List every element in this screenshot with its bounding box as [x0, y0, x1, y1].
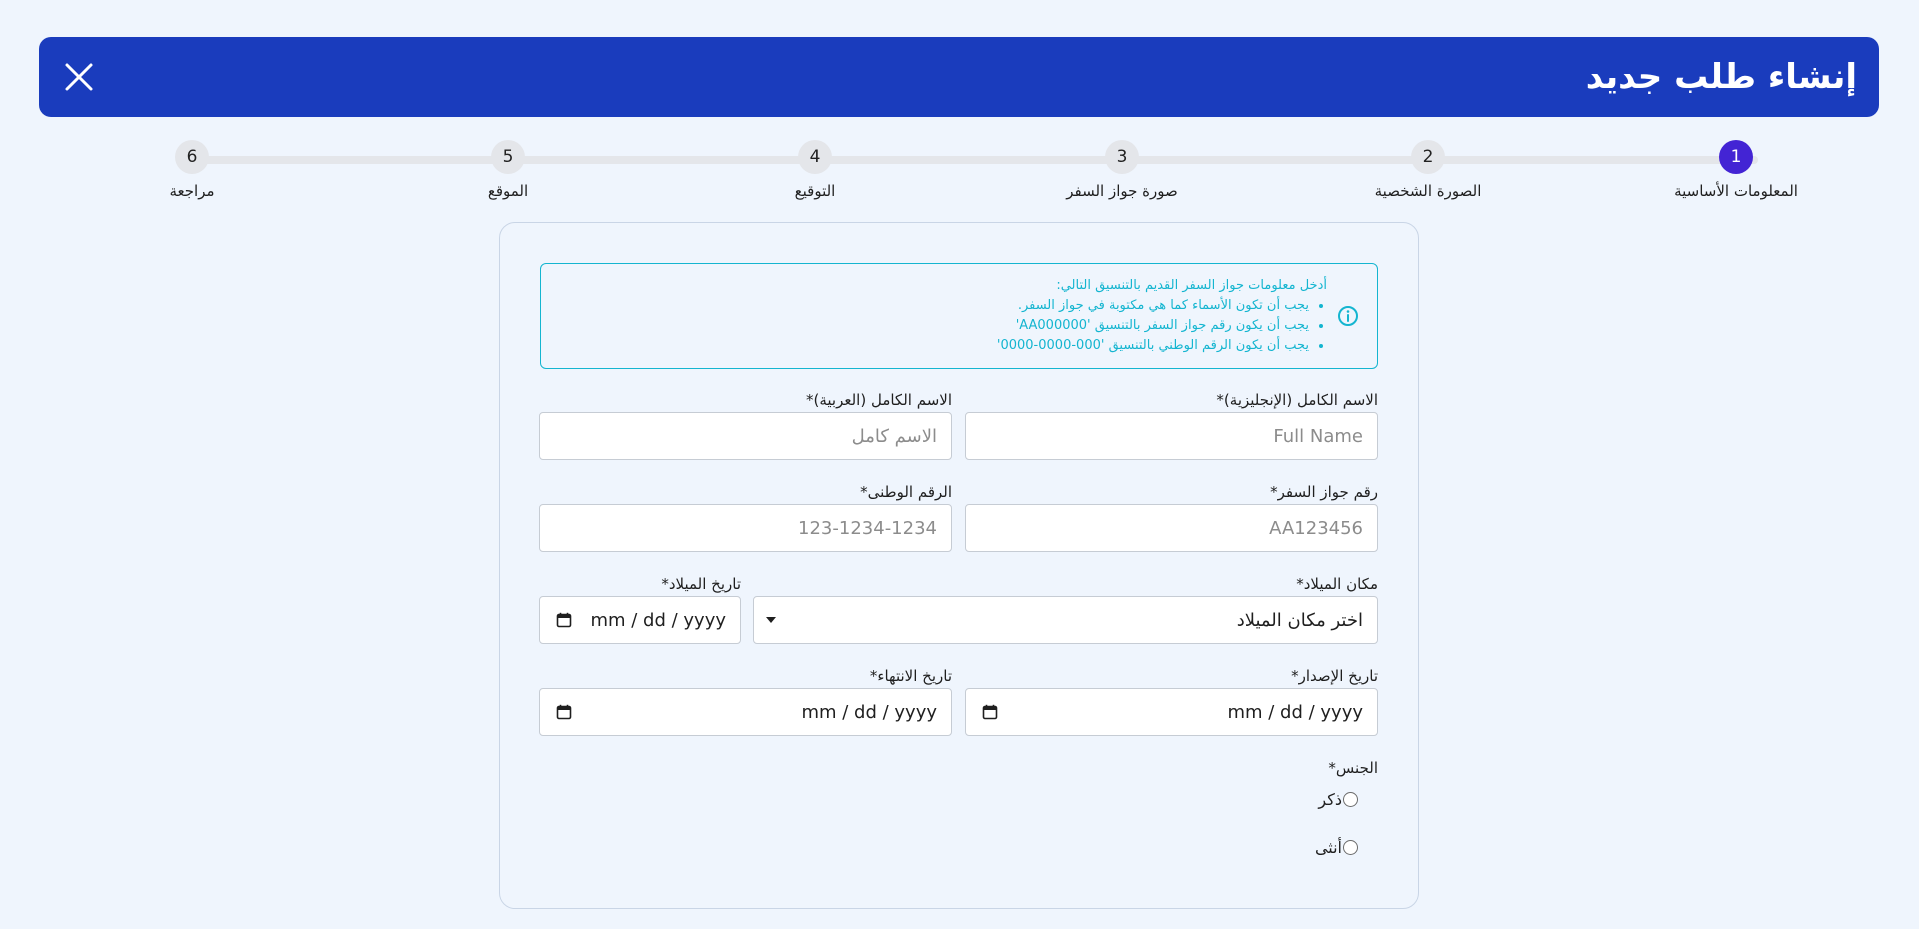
- step-label: الموقع: [487, 182, 529, 200]
- step-label: المعلومات الأساسية: [1674, 182, 1798, 200]
- step-number: 2: [1411, 140, 1445, 174]
- page-header: [39, 37, 1879, 117]
- step-label: مراجعة: [169, 182, 215, 200]
- step-number: 1: [1719, 140, 1753, 174]
- full-name-ar-input[interactable]: [539, 412, 952, 460]
- national-id-input[interactable]: [539, 504, 952, 552]
- birth-date-input[interactable]: [539, 596, 741, 644]
- step-label: صورة جواز السفر: [1066, 182, 1178, 200]
- info-icon: [1337, 305, 1359, 327]
- stepper-track: [192, 156, 1758, 164]
- step-number: 6: [175, 140, 209, 174]
- info-bullet: • يجب أن يكون رقم جواز السفر بالتنسيق 'AA000000': [997, 316, 1309, 336]
- step-signature[interactable]: [735, 140, 895, 200]
- calendar-icon[interactable]: [982, 704, 998, 720]
- step-basic-info[interactable]: [1656, 140, 1816, 200]
- gender-option-label: ذكر: [1318, 790, 1342, 809]
- gender-option-female[interactable]: [1315, 838, 1358, 857]
- progress-stepper: [165, 140, 1798, 210]
- step-number: 4: [798, 140, 832, 174]
- calendar-icon[interactable]: [556, 704, 572, 720]
- step-passport-photo[interactable]: [1042, 140, 1202, 200]
- birth-date-label: تاريخ الميلاد*: [661, 575, 741, 593]
- full-name-en-input[interactable]: [965, 412, 1378, 460]
- birth-place-selected: اختر مكان الميلاد: [1236, 609, 1363, 631]
- step-number: 3: [1105, 140, 1139, 174]
- step-label: التوقيع: [794, 182, 836, 200]
- radio-button[interactable]: [1343, 840, 1358, 855]
- issue-date-label: تاريخ الإصدار*: [1291, 667, 1378, 685]
- page-title: إنشاء طلب جديد: [1585, 57, 1857, 97]
- info-text: [997, 276, 1327, 356]
- expiry-date-value: mm / dd / yyyy: [801, 701, 937, 723]
- expiry-date-label: تاريخ الانتهاء*: [869, 667, 952, 685]
- calendar-icon[interactable]: [556, 612, 572, 628]
- birth-place-label: مكان الميلاد*: [1296, 575, 1378, 593]
- info-bullet: • يجب أن يكون الرقم الوطني بالتنسيق '000-0000-0000': [997, 336, 1309, 356]
- info-bullet: • يجب أن تكون الأسماء كما هي مكتوبة في جواز السفر.: [997, 296, 1309, 316]
- step-review[interactable]: [112, 140, 272, 200]
- close-icon: [64, 62, 94, 92]
- passport-number-input[interactable]: [965, 504, 1378, 552]
- gender-option-label: أنثى: [1314, 838, 1342, 857]
- birth-place-select[interactable]: [753, 596, 1378, 644]
- national-id-label: الرقم الوطنى*: [860, 483, 952, 501]
- form-card: [499, 222, 1419, 909]
- expiry-date-input[interactable]: [539, 688, 952, 736]
- step-label: الصورة الشخصية: [1374, 182, 1482, 200]
- step-number: 5: [491, 140, 525, 174]
- step-location[interactable]: [428, 140, 588, 200]
- full-name-ar-label: الاسم الكامل (العربية)*: [806, 391, 952, 409]
- passport-number-label: رقم جواز السفر*: [1270, 483, 1378, 501]
- info-alert: [540, 263, 1378, 369]
- gender-label: الجنس*: [1328, 759, 1378, 777]
- step-personal-photo[interactable]: [1348, 140, 1508, 200]
- birth-date-value: mm / dd / yyyy: [590, 609, 726, 631]
- issue-date-input[interactable]: [965, 688, 1378, 736]
- issue-date-value: mm / dd / yyyy: [1227, 701, 1363, 723]
- caret-down-icon: [766, 617, 776, 623]
- full-name-en-label: الاسم الكامل (الإنجليزية)*: [1216, 391, 1378, 409]
- gender-option-male[interactable]: [1318, 790, 1358, 809]
- info-title: أدخل معلومات جواز السفر القديم بالتنسيق التالي:: [1056, 278, 1327, 293]
- close-button[interactable]: [59, 57, 99, 97]
- info-bullets: [997, 296, 1327, 356]
- radio-button[interactable]: [1343, 792, 1358, 807]
